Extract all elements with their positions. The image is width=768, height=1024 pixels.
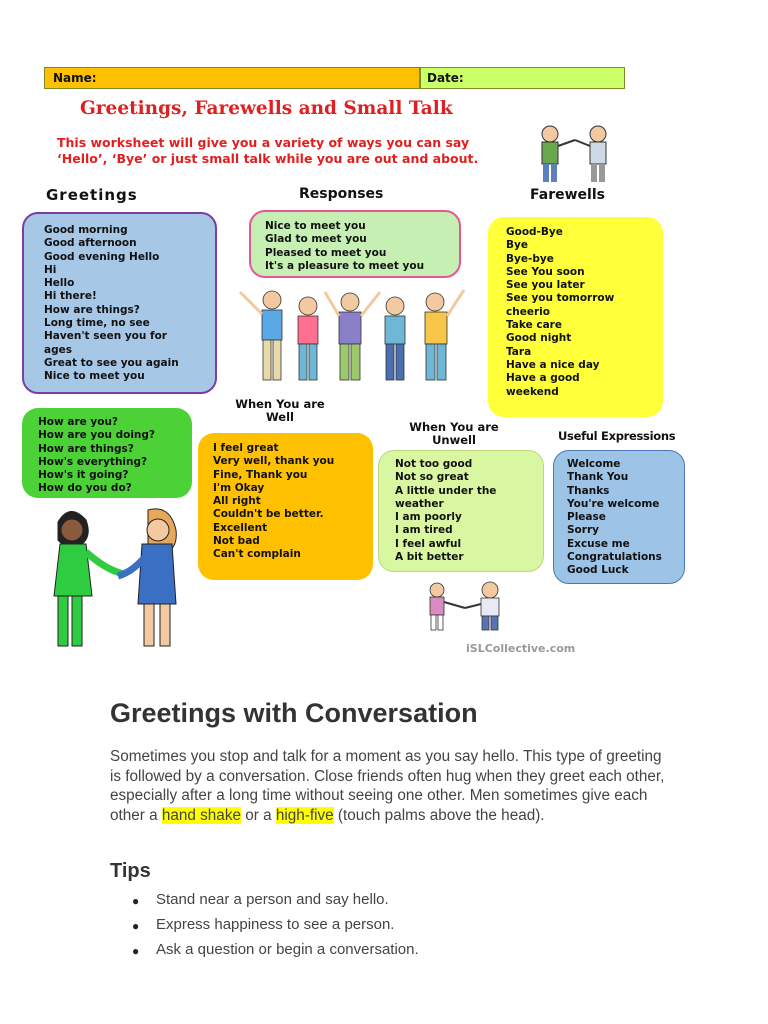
list-item: Long time, no see	[44, 317, 150, 330]
list-item: Haven't seen you for ages	[44, 330, 167, 356]
list-item: I feel awful	[395, 537, 462, 550]
list-item: All right	[213, 495, 261, 508]
tip-text: Express happiness to see a person.	[156, 916, 395, 933]
list-item: Can't complain	[213, 548, 301, 561]
tips-list	[110, 891, 670, 966]
list-item: Good evening Hello	[44, 250, 160, 263]
article-heading: Greetings with Conversation	[110, 698, 478, 728]
list-item: A little under the weather	[395, 484, 497, 510]
list-item: How are things?	[38, 442, 134, 455]
list-item: Very well, thank you	[213, 455, 335, 468]
list-item: Bye-bye	[506, 252, 554, 265]
list-item: Have a nice day	[506, 358, 600, 371]
greeting-people-illustration	[520, 118, 630, 188]
greetings-box	[22, 212, 217, 394]
how-are-you-box	[22, 408, 192, 498]
list-item: Not too good	[395, 458, 473, 470]
date-label: Date:	[427, 71, 464, 85]
list-item: How are things?	[44, 303, 140, 316]
article-paragraph	[110, 747, 665, 825]
tip-text: Ask a question or begin a conversation.	[156, 941, 419, 958]
list-item	[110, 891, 670, 916]
list-item: Good-Bye	[506, 226, 563, 238]
when-unwell-box	[378, 450, 544, 572]
list-item: Thank You	[567, 471, 629, 484]
hand-shake-highlight: hand shake	[161, 806, 241, 824]
list-item: Thanks	[567, 484, 610, 497]
list-item: I feel great	[213, 442, 279, 454]
when-well-box	[198, 433, 373, 580]
list-item: I am poorly	[395, 511, 462, 524]
list-item: Good Luck	[567, 564, 629, 577]
responses-box	[249, 210, 461, 278]
high-five-highlight: high-five	[275, 806, 334, 824]
list-item: Good night	[506, 332, 572, 345]
responses-heading: Responses	[299, 186, 384, 202]
list-item: Nice to meet you	[44, 370, 145, 383]
list-item: Bye	[506, 239, 528, 252]
list-item: Hello	[44, 277, 75, 290]
list-item: See you tomorrow	[506, 292, 615, 305]
worksheet-title: Greetings, Farewells and Small Talk	[80, 98, 453, 119]
useful-expressions-box	[553, 450, 685, 584]
list-item: How are you doing?	[38, 429, 155, 442]
list-item: Hi	[44, 263, 57, 276]
list-item: Good afternoon	[44, 237, 137, 250]
list-item: See You soon	[506, 265, 585, 278]
paragraph-text-start: Sometimes you stop and talk for a moment as you say hello. This type of greeting is followed by a conversation. Close friends often hug when they greet each other, especially after a long time without seeing one other. Men sometimes give each other a	[110, 748, 665, 824]
list-item: Tara	[506, 345, 532, 358]
list-item	[110, 916, 670, 941]
list-item: Great to see you again	[44, 356, 179, 369]
bullet-icon: ●	[132, 944, 140, 958]
list-item: Couldn't be better.	[213, 508, 324, 521]
list-item: Congratulations	[567, 551, 662, 564]
list-item: cheerio	[506, 305, 550, 318]
list-item: Hi there!	[44, 290, 97, 303]
list-item: I am tired	[395, 524, 453, 537]
list-item: How do you do?	[38, 482, 132, 495]
paragraph-text-middle: or a	[240, 806, 276, 824]
list-item: Nice to meet you	[265, 220, 366, 232]
bullet-icon: ●	[132, 919, 140, 933]
when-well-heading: When You are Well	[235, 397, 325, 424]
farewells-heading: Farewells	[530, 187, 605, 203]
greetings-heading: Greetings	[46, 186, 138, 204]
list-item: Excuse me	[567, 537, 630, 550]
name-label: Name:	[53, 71, 97, 85]
list-item: How's it going?	[38, 469, 129, 482]
list-item: How's everything?	[38, 455, 148, 468]
list-item: See you later	[506, 279, 585, 292]
list-item: Welcome	[567, 458, 621, 470]
list-item: It's a pleasure to meet you	[265, 259, 425, 272]
list-item	[110, 941, 670, 966]
bullet-icon: ●	[132, 894, 140, 908]
list-item: Glad to meet you	[265, 233, 367, 246]
name-field[interactable]	[44, 67, 420, 89]
list-item: Not bad	[213, 535, 260, 548]
date-field[interactable]	[420, 67, 625, 89]
handshake-illustration	[40, 500, 200, 650]
watermark: iSLCollective.com	[466, 642, 576, 655]
list-item: You're welcome	[567, 497, 660, 510]
when-unwell-heading: When You are Unwell	[409, 420, 499, 447]
list-item: Take care	[506, 319, 562, 332]
list-item: Excellent	[213, 521, 268, 534]
list-item: I'm Okay	[213, 481, 265, 494]
list-item: Fine, Thank you	[213, 468, 308, 481]
list-item: Please	[567, 511, 606, 524]
useful-expressions-heading: Useful Expressions	[558, 429, 676, 443]
list-item: Good morning	[44, 224, 128, 236]
farewells-box	[488, 217, 663, 417]
group-of-friends-illustration	[230, 282, 470, 392]
tip-text: Stand near a person and say hello.	[156, 891, 389, 908]
list-item: Not so great	[395, 471, 469, 484]
paragraph-text-end: (touch palms above the head).	[333, 806, 545, 824]
list-item: Pleased to meet you	[265, 246, 387, 259]
list-item: Have a good weekend	[506, 372, 580, 398]
list-item: A bit better	[395, 551, 464, 564]
worksheet-intro: This worksheet will give you a variety of ways you can say ‘Hello’, ‘Bye’ or just small talk while you are out and about.	[57, 135, 479, 166]
list-item: How are you?	[38, 416, 119, 428]
small-greeting-illustration	[415, 578, 525, 633]
list-item: Sorry	[567, 524, 599, 537]
tips-heading: Tips	[110, 860, 151, 882]
